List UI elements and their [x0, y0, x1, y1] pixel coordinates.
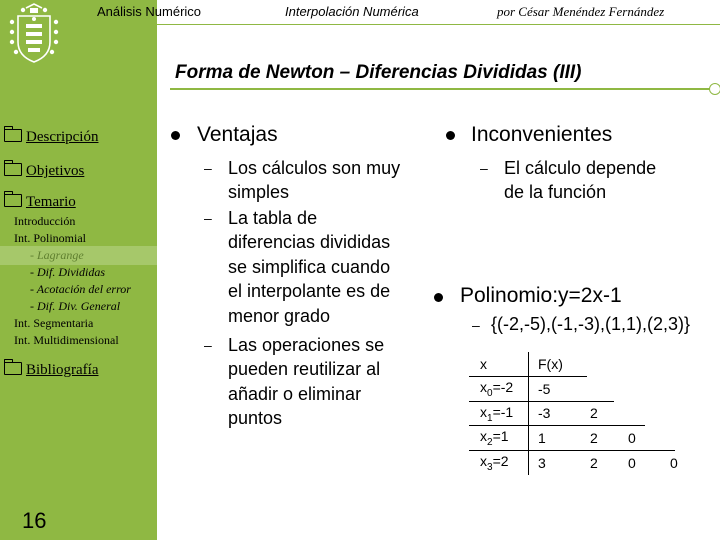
dash-icon: –	[472, 317, 480, 333]
table-cell: -3	[538, 405, 551, 422]
folder-icon	[4, 129, 22, 142]
table-cell: 0	[628, 430, 636, 447]
inconvenientes-heading: Inconvenientes	[471, 123, 613, 146]
table-cell: 3	[538, 454, 546, 471]
bullet-icon	[434, 293, 443, 302]
ventajas-item-3: Las operaciones se pueden reutilizar al añadir o eliminar puntos	[228, 335, 385, 429]
nav-descripcion[interactable]	[4, 129, 98, 146]
table-cell: -5	[538, 380, 551, 397]
bullet-icon	[171, 131, 180, 140]
nav-sub-introduccion[interactable]: Introducción	[14, 214, 76, 228]
page-number: 16	[22, 508, 47, 533]
ventajas-item-1: Los cálculos son muy simples	[228, 158, 401, 203]
header-divider	[157, 24, 720, 25]
table-cell: 2	[590, 454, 598, 471]
table-cell: 0	[670, 454, 678, 471]
table-row	[469, 426, 700, 451]
dash-icon: –	[204, 210, 212, 226]
nav-temario[interactable]	[4, 194, 76, 211]
nav-label: Objetivos	[26, 163, 85, 179]
table-row	[469, 450, 700, 475]
nav-objetivos[interactable]	[4, 163, 84, 180]
dash-icon: –	[204, 160, 212, 176]
nav-sub-dif-div-general[interactable]: - Dif. Div. General	[30, 299, 121, 313]
table-cell: 2	[590, 430, 598, 447]
table-cell-x: $x_1=-1$	[480, 403, 514, 424]
table-divider	[528, 352, 529, 475]
table-divider	[469, 425, 645, 426]
nav-label: Descripción	[26, 129, 99, 145]
university-crest-icon	[4, 2, 64, 64]
table-divider	[469, 450, 675, 451]
table-header-cell: F(x)	[538, 356, 563, 373]
divided-differences-table	[469, 352, 700, 475]
nav-sub-int-polinomial[interactable]: Int. Polinomial	[14, 231, 86, 245]
dash-icon: –	[204, 337, 212, 353]
table-row	[469, 377, 700, 402]
nav-sub-dif-divididas[interactable]: - Dif. Divididas	[30, 265, 105, 279]
dash-icon: –	[480, 160, 488, 176]
folder-open-icon	[4, 194, 22, 207]
nav-sub-lagrange[interactable]: - Lagrange	[30, 248, 84, 262]
table-row	[469, 401, 700, 426]
folder-icon	[4, 163, 22, 176]
bullet-icon	[446, 131, 455, 140]
nav-label: Bibliografía	[26, 362, 99, 378]
table-cell-x: $x_2=1$	[480, 428, 509, 448]
table-cell: 1	[538, 430, 546, 447]
nav-sub-int-segmentaria[interactable]: Int. Segmentaria	[14, 316, 94, 330]
table-divider	[469, 401, 614, 402]
table-header-row	[469, 352, 700, 377]
nav-sub-acotacion-error[interactable]: - Acotación del error	[30, 282, 131, 296]
ventajas-item-2: La tabla de diferencias divididas se simplifica cuando el interpolante es de menor grado	[228, 208, 391, 326]
table-header-cell: x	[480, 356, 487, 373]
ventajas-heading: Ventajas	[197, 123, 278, 146]
nav-sub-int-multidimensional[interactable]: Int. Multidimensional	[14, 333, 119, 347]
folder-icon	[4, 362, 22, 375]
nav-label: Temario	[26, 194, 76, 210]
header-course: Análisis Numérico	[97, 4, 202, 19]
header-author: por César Menéndez Fernández	[497, 4, 665, 19]
nav-bibliografia[interactable]	[4, 362, 98, 379]
inconvenientes-item-1: El cálculo depende de la función	[504, 158, 657, 203]
table-cell-x: $x_0=-2$	[480, 378, 514, 399]
polinomio-points: {(-2,-5),(-1,-3),(1,1),(2,3)}	[491, 314, 691, 334]
table-cell: 0	[628, 454, 636, 471]
table-cell-x: $x_3=2$	[480, 452, 509, 473]
table-cell: 2	[590, 405, 598, 422]
polinomio-heading: Polinomio:y=2x-1	[460, 284, 622, 307]
slide-title: Forma de Newton – Diferencias Divididas (III)	[175, 62, 582, 83]
title-underline	[170, 88, 710, 90]
title-endpoint	[709, 83, 720, 95]
header-topic: Interpolación Numérica	[285, 4, 419, 19]
